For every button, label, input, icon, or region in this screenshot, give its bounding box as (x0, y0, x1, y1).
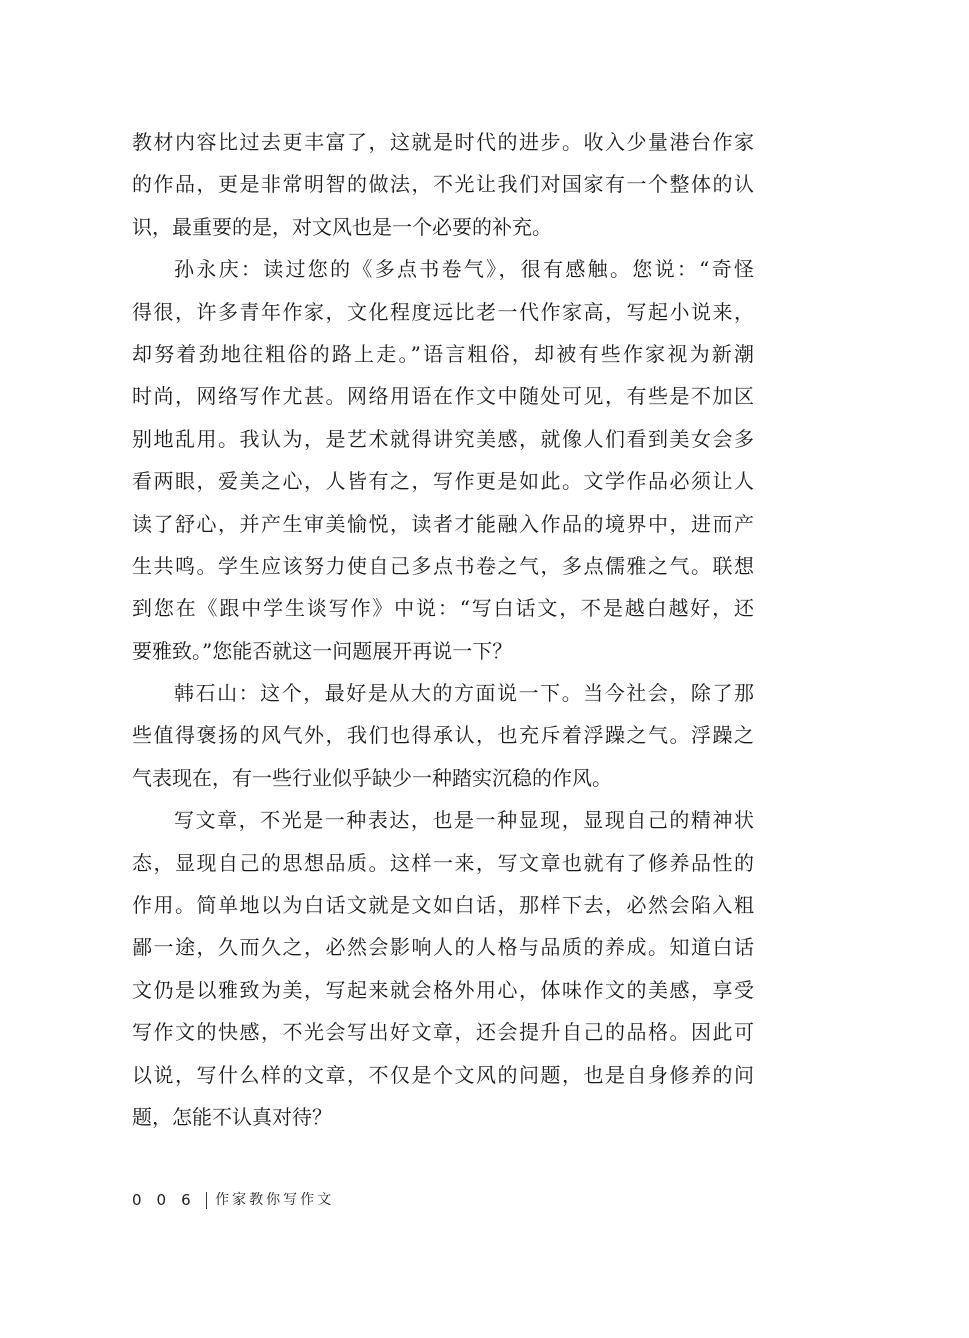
text-line: 教材内容比过去更丰富了，这就是时代的进步。收入少量港台作家 (132, 130, 754, 154)
book-title: 作家教你写作文 (215, 1192, 335, 1208)
text-line: 写文章，不光是一种表达，也是一种显现，显现自己的精神状 (174, 808, 754, 833)
paragraph-4 (132, 799, 754, 1138)
text-line: 写作文的快感，不光会写出好文章，还会提升自己的品格。因此可 (132, 1020, 754, 1045)
text-line: 气表现在，有一些行业似乎缺少一种踏实沉稳的作风。 (132, 765, 612, 790)
text-line: 题，怎能不认真对待？ (132, 1104, 332, 1129)
text-line: 读了舒心，并产生审美愉悦，读者才能融入作品的境界中，进而产 (132, 511, 754, 536)
text-line: 看两眼，爱美之心，人皆有之，写作更是如此。文学作品必须让人 (132, 469, 754, 494)
page-body (132, 121, 754, 1138)
page-number: 006 (132, 1191, 206, 1209)
text-line: 作用。简单地以为白话文就是文如白话，那样下去，必然会陷入粗 (132, 893, 754, 918)
text-line: 时尚，网络写作尤甚。网络用语在作文中随处可见，有些是不加区 (132, 384, 754, 409)
text-line: 些值得褒扬的风气外，我们也得承认，也充斥着浮躁之气。浮躁之 (132, 723, 754, 748)
text-line: 鄙一途，久而久之，必然会影响人的人格与品质的养成。知道白话 (132, 935, 754, 960)
paragraph-1 (132, 121, 754, 248)
text-line: 的作品，更是非常明智的做法，不光让我们对国家有一个整体的认 (132, 172, 754, 197)
page-footer (132, 1188, 334, 1212)
text-line: 韩石山：这个，最好是从大的方面说一下。当今社会，除了那 (174, 681, 754, 706)
paragraph-3 (132, 672, 754, 799)
text-line: 别地乱用。我认为，是艺术就得讲究美感，就像人们看到美女会多 (132, 426, 754, 451)
text-line: 孙永庆：读过您的《多点书卷气》，很有感触。您说：“奇怪 (174, 257, 754, 282)
text-line: 得很，许多青年作家，文化程度远比老一代作家高，写起小说来， (132, 299, 754, 324)
paragraph-2 (132, 248, 754, 672)
text-line: 要雅致。”您能否就这一问题展开再说一下？ (132, 638, 513, 663)
text-line: 却努着劲地往粗俗的路上走。”语言粗俗，却被有些作家视为新潮 (132, 341, 754, 366)
text-line: 生共鸣。学生应该努力使自己多点书卷之气，多点儒雅之气。联想 (132, 553, 754, 578)
text-line: 态，显现自己的思想品质。这样一来，写文章也就有了修养品性的 (132, 850, 754, 875)
text-line: 识，最重要的是，对文风也是一个必要的补充。 (132, 214, 552, 239)
footer-divider (206, 1192, 208, 1209)
text-line: 文仍是以雅致为美，写起来就会格外用心，体味作文的美感，享受 (132, 977, 754, 1002)
text-line: 到您在《跟中学生谈写作》中说：“写白话文，不是越白越好，还 (132, 596, 754, 621)
text-line: 以说，写什么样的文章，不仅是个文风的问题，也是自身修养的问 (132, 1062, 754, 1087)
